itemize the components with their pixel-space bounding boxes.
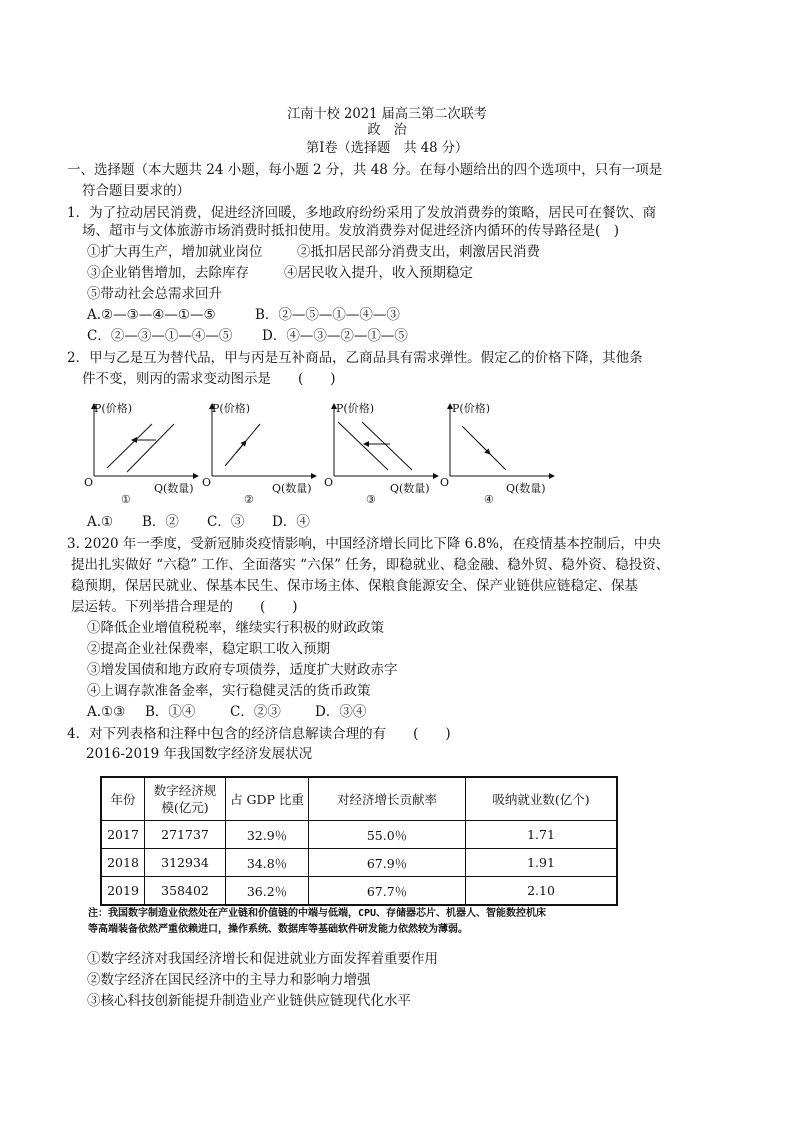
graph-3-origin: O (324, 476, 334, 489)
cell-contribution: 67.7％ (309, 877, 466, 906)
move-arrow (478, 442, 490, 454)
graph-2-xlabel: Q(数量) (272, 482, 312, 495)
cell-scale: 312934 (145, 849, 226, 877)
header-gdp-share: 占 GDP 比重 (226, 777, 309, 821)
header-year: 年份 (101, 777, 145, 821)
table-row (101, 849, 617, 877)
q2-choice-d[interactable]: D．④ (272, 514, 310, 530)
header-employment: 吸纳就业数(亿个) (466, 777, 618, 821)
q4-option-3: ③核心科技创新能提升制造业产业链供应链现代化水平 (87, 993, 411, 1009)
cell-gdp-share: 34.8％ (226, 849, 309, 877)
q3-option-2: ②提高企业社保费率，稳定职工收入预期 (87, 641, 330, 657)
graph-4-ylabel: P(价格) (452, 402, 490, 415)
graph-1-xlabel: Q(数量) (154, 482, 194, 495)
q3-stem: 3. 2020 年一季度，受新冠肺炎疫情影响，中国经济增长同比下降 6.8%，在疫情基本控制后，中央 (67, 536, 661, 552)
table-title: 2016-2019 年我国数字经济发展状况 (86, 746, 313, 762)
q3-option-3: ③增发国债和地方政府专项债券，适度扩大财政赤字 (87, 662, 398, 678)
cell-gdp-share: 32.9％ (226, 821, 309, 849)
cell-contribution: 55.0％ (309, 821, 466, 849)
q2-choice-a[interactable]: A.① (87, 514, 114, 530)
q1-stem: 1．为了拉动居民消费，促进经济回暖，多地政府纷纷采用了发放消费券的策略，居民可在餐饮、商 (67, 205, 657, 221)
cell-year: 2017 (101, 821, 145, 849)
q3-stem-cont-2: 稳预期，保居民就业、保基本民生、保市场主体、保粮食能源安全、保产业链供应链稳定、保基 (71, 578, 638, 594)
q4-stem: 4．对下列表格和注释中包含的经济信息解读合理的有 ( ) (67, 726, 451, 742)
demand-graph-1 (82, 400, 202, 510)
q4-option-2: ②数字经济在国民经济中的主导力和影响力增强 (87, 972, 371, 988)
graph-3-label: ③ (366, 493, 376, 506)
header-contribution: 对经济增长贡献率 (309, 777, 466, 821)
table-row (101, 877, 617, 906)
q3-stem-cont-3: 层运转。下列举措合理是的 ( ) (71, 599, 298, 615)
cell-employment: 1.91 (466, 849, 618, 877)
q1-option-2: ②抵扣居民部分消费支出，刺激居民消费 (297, 244, 540, 260)
header-scale-line1: 数字经济规 (153, 783, 217, 798)
q1-option-3: ③企业销售增加，去除库存 (87, 265, 249, 281)
graph-2-label: ② (244, 493, 254, 506)
curve-1 (107, 424, 152, 468)
q4-option-1: ①数字经济对我国经济增长和促进就业方面发挥着重要作用 (87, 951, 438, 967)
q3-stem-cont-1: 提出扎实做好 “六稳” 工作、全面落实 “六保” 任务，即稳就业、稳金融、稳外贸、稳外资、稳投资、 (71, 557, 670, 573)
q2-choice-c[interactable]: C．③ (207, 514, 245, 530)
demand-graph-4 (438, 400, 558, 510)
q1-option-4: ④居民收入提升，收入预期稳定 (284, 265, 473, 281)
q1-option-5: ⑤带动社会总需求回升 (87, 286, 222, 302)
curve-2 (127, 424, 174, 472)
q3-choice-a[interactable]: A.①③ (87, 704, 126, 720)
graph-2-ylabel: P(价格) (212, 402, 250, 415)
q1-choice-c[interactable]: C．②—③—①—④—⑤ (87, 328, 233, 344)
move-arrow (236, 441, 246, 453)
graph-2-origin: O (202, 476, 212, 489)
cell-contribution: 67.9％ (309, 849, 466, 877)
exam-title: 江南十校 2021 届高三第二次联考 (287, 106, 487, 122)
demand-graph-2 (200, 400, 320, 510)
q2-choice-b[interactable]: B．② (142, 514, 179, 530)
section-instruction: 一、选择题（本大题共 24 小题，每小题 2 分，共 48 分。在每小题给出的四个选项中，只有一项是 (67, 162, 663, 178)
graph-1-label: ① (121, 493, 131, 506)
q3-choice-c[interactable]: C．②③ (230, 704, 281, 720)
cell-year: 2019 (101, 877, 145, 906)
cell-scale: 358402 (145, 877, 226, 906)
cell-employment: 2.10 (466, 877, 618, 906)
cell-gdp-share: 36.2％ (226, 877, 309, 906)
cell-scale: 271737 (145, 821, 226, 849)
q2-stem-cont: 件不变，则丙的需求变动图示是 ( ) (82, 371, 336, 387)
table-header-row (101, 777, 617, 821)
graph-4-label: ④ (484, 493, 494, 506)
graph-4-xlabel: Q(数量) (506, 482, 546, 495)
table-note-cont: 等高端装备依然严重依赖进口，操作系统、数据库等基础软件研发能力依然较为薄弱。 (88, 924, 468, 935)
graph-3-ylabel: P(价格) (336, 402, 374, 415)
curve-2 (362, 422, 412, 470)
q1-choice-b[interactable]: B．②—⑤—①—④—③ (255, 307, 400, 323)
graph-4-origin: O (440, 476, 450, 489)
digital-economy-table (100, 776, 618, 906)
cell-year: 2018 (101, 849, 145, 877)
table-note: 注：我国数字制造业依然处在产业链和价值链的中端与低端，CPU、存储器芯片、机器人、智能数控机床 (88, 908, 547, 919)
q1-choice-d[interactable]: D．④—③—②—①—⑤ (262, 328, 408, 344)
q3-choice-b[interactable]: B．①④ (145, 704, 196, 720)
q1-option-1: ①扩大再生产，增加就业岗位 (87, 244, 263, 260)
q3-option-4: ④上调存款准备金率，实行稳健灵活的货币政策 (87, 683, 371, 699)
curve-1 (338, 422, 388, 470)
q2-stem: 2．甲与乙是互为替代品，甲与丙是互补商品，乙商品具有需求弹性。假定乙的价格下降，其他条 (67, 350, 643, 366)
header-scale (145, 777, 226, 821)
graph-3-xlabel: Q(数量) (390, 482, 430, 495)
section-instruction-cont: 符合题目要求的） (82, 183, 190, 199)
subject-title: 政 治 (367, 122, 407, 138)
q3-choice-d[interactable]: D．③④ (315, 704, 367, 720)
demand-graph-3 (322, 400, 442, 510)
cell-employment: 1.71 (466, 821, 618, 849)
q1-stem-cont: 场、超市与文体旅游市场消费时抵扣使用。发放消费券对促进经济内循环的传导路径是( ) (82, 223, 620, 239)
graph-1-ylabel: P(价格) (94, 402, 132, 415)
q1-choice-a[interactable]: A.②—③—④—①—⑤ (87, 307, 216, 323)
q3-option-1: ①降低企业增值税税率，继续实行积极的财政政策 (87, 620, 384, 636)
table-row (101, 821, 617, 849)
graph-1-origin: O (84, 476, 94, 489)
header-scale-line2: 模(亿元) (161, 800, 209, 815)
volume-title: 第Ⅰ卷（选择题 共 48 分） (306, 140, 469, 156)
